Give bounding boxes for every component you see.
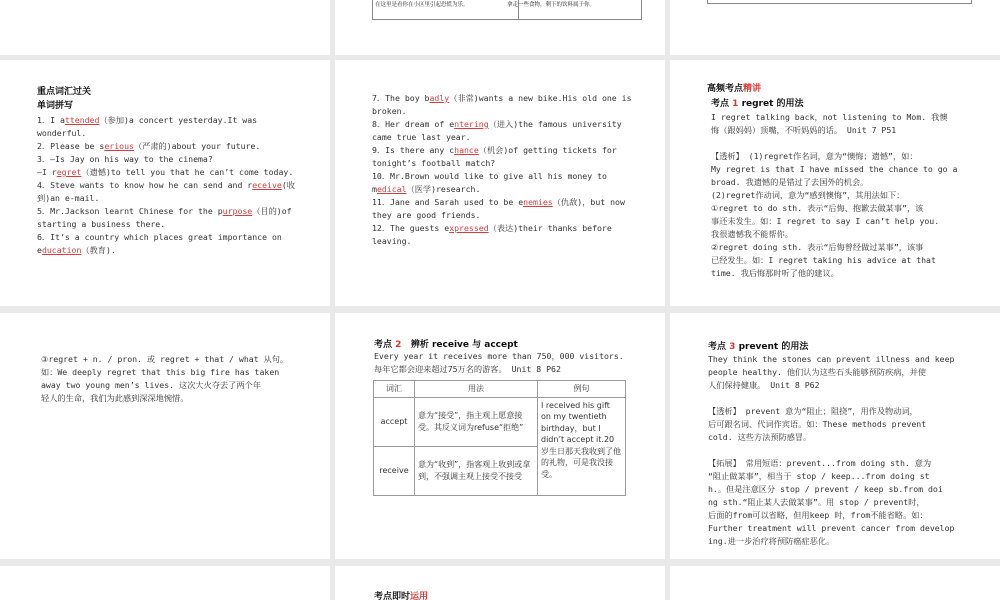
point-heading: 考点 1 regret 的用法 [711,99,804,109]
slide-regret [670,60,1000,306]
slide-regret-continued [0,313,330,559]
top-cn-2: 拿走一些食物，剩下的饮料属于你。 [507,2,596,8]
exercise-text: —Is Jay on his way to the cinema? [50,154,213,164]
exercise-text: I a [50,115,65,125]
body-line: ing.进一步治疗将预防癌症恶化。 [708,536,835,546]
point-body [711,111,979,280]
body-line: 轻人的生命，我们为此感到深深地惋惜。 [41,393,189,403]
exercise-text: The boy b [385,93,430,103]
exercise-number: 6． [37,232,51,242]
exercise-text: （非常)wants a new bike.His old one is broken. [372,93,637,116]
exercise-item [372,92,640,118]
body-line: Further treatment will prevent cancer from develop [708,523,955,533]
exercise-number: 11． [372,197,391,207]
body-line: broad. 我遗憾的是错过了去国外的机会。 [711,177,869,187]
exercise-text: Jane and Sarah used to be e [390,197,524,207]
exercise-number: 12． [372,223,391,233]
body-line: 后面的from可以省略，但用keep 时，from不能省略。如： [708,510,928,520]
exercise-item [372,144,640,170]
point-body [708,353,978,548]
exercise-text: It’s a country which places great importance on e [37,232,287,255]
top-table [372,0,642,20]
exercise-answer: ntering [454,119,489,129]
exercise-number: 2． [37,141,51,151]
exercise-text: (收到)an e-mail. [37,180,295,203]
body-line: (2)regret作动词，意为“感到懊悔”，其用法如下： [711,190,905,200]
body-line: 人们保持健康。 Unit 8 P62 [708,380,820,390]
body-line: cold. 这些方法预防感冒。 [708,432,812,442]
table-header: 词汇 [374,381,415,398]
section-title: 高频考点精讲 [707,84,762,94]
body-line: time. 我后悔那时听了他的建议。 [711,268,839,278]
body-line: 我很遗憾我不能帮你。 [711,229,793,239]
comparison-table [373,380,626,496]
table-header: 用法 [415,381,538,398]
exercise-answer: edical [376,184,407,194]
exercise-answer: adly [429,93,450,103]
table-header: 例句 [538,381,626,398]
exercise-answer: egret [56,167,82,177]
slide-bottom-middle [335,566,665,600]
exercise-text: （进入)the famous university came true last year. [372,119,627,142]
exercise-number: 4． [37,180,51,190]
exercise-list [37,114,305,257]
exercise-text: —I r [37,167,57,177]
exercise-number: 5． [37,206,51,216]
exercise-text: Is there any c [385,145,455,155]
top-right-box [707,0,972,4]
exercise-list [372,92,640,248]
body-line: ③regret + n. / pron. 或 regret + that / what 从句。 [41,354,289,364]
exercise-text: （参加)a concert yesterday.It was wonderful. [37,115,263,138]
exercise-item [372,222,640,248]
table-cell-word: receive [374,446,415,495]
slide-bottom-right [670,566,1000,600]
body-line: 【拓展】 常用短语：prevent...from doing sth. 意为 [708,458,932,468]
table-row [374,397,626,446]
body-line [711,137,979,150]
exercise-answer: urpose [222,206,253,216]
body-line: people healthy. 他们认为这些石头能够预防疾病，并使 [708,367,927,377]
exercise-text: （教育). [81,245,116,255]
exercise-number: 7． [372,93,386,103]
body-line: 如：We deeply regret that this big fire has taken [41,367,280,377]
top-cn-1: 在这里是看你在小区里引起恐慌为乐。 [375,2,469,8]
exercise-answer: ducation [41,245,82,255]
table-cell-usage: 意为“接受”，指主观上愿意接受。其反义词为refuse“拒绝” [415,397,538,446]
exercise-text: Mr.Jackson learnt Chinese for the p [50,206,223,216]
slide-vocabulary-1 [0,60,330,306]
exercise-text: Please be s [50,141,105,151]
body-line [708,444,978,457]
slide-receive-accept [335,313,665,559]
exercise-item [372,196,640,222]
section-title: 考点即时运用 [374,592,429,600]
body-line: I regret talking back，not listening to Mom. 我懊 [711,112,948,122]
exercise-item [37,140,305,153]
exercise-text: （医学)research. [406,184,481,194]
exercise-number: 10． [372,171,391,181]
body-line: Every year it receives more than 750，000 visitors. [374,351,624,361]
body-line: 【透析】 prevent 意为“阻止；阻挠”，用作及物动词， [708,406,918,416]
exercise-item [37,114,305,140]
exercise-text: （仇敌)，but now they are good friends. [372,197,630,220]
exercise-item [372,170,640,196]
exercise-text: Her dream of e [385,119,455,129]
exercise-text: Steve wants to know how he can send and r [50,180,253,190]
section-subtitle: 单词拼写 [37,101,74,111]
exercise-item [372,118,640,144]
exercise-answer: erious [104,141,134,151]
exercise-text: The guests e [390,223,450,233]
exercise-item [37,205,305,231]
slide-top-middle [335,0,665,55]
section-title: 重点词汇过关 [37,87,92,97]
exercise-text: （严肃的)about your future. [133,141,261,151]
point-heading: 考点 2 辨析 receive 与 accept [374,340,518,350]
body-line: 已经发生。如：I regret taking his advice at that [711,255,936,265]
slide-prevent [670,313,1000,559]
exercise-item [37,179,305,205]
exercise-item [37,166,305,179]
point-heading: 考点 3 prevent 的用法 [708,342,809,352]
table-cell-example: I received his gift on my twentieth birthday，but I didn’t accept it.20 岁生日那天我收到了他的礼物，可是我没接受。 [538,397,626,495]
exercise-text: （目的)of starting a business there. [37,206,297,229]
table-cell-usage: 意为“收到”，指客观上收到或拿到，不强调主观上接受不接受 [415,446,538,495]
slide-bottom-left [0,566,330,600]
body-line: 每年它都会迎来超过75万名的游客。 Unit 8 P62 [374,364,561,374]
exercise-number: 3． [37,154,51,164]
exercise-answer: xpressed [449,223,489,233]
body-line: My regret is that I have missed the chance to go a [711,164,958,174]
slide-top-right [670,0,1000,55]
exercise-text: （表达)their thanks before leaving. [372,223,617,246]
exercise-item [37,153,305,166]
body-line: “阻止做某事”，相当于 stop / keep...from doing st [708,471,930,481]
body-line: ②regret doing sth. 表示“后悔曾经做过某事”，该事 [711,242,924,252]
exercise-number: 9． [372,145,386,155]
body-line: 后可跟名词、代词作宾语。如：These methods prevent [708,419,927,429]
body-line: 事还未发生。如：I regret to say I can’t help you. [711,216,940,226]
exercise-answer: nemies [523,197,553,207]
body-line: h.。但是注意区分 stop / prevent / keep sb.from doi [708,484,943,494]
body-line: away two young men’s lives. 这次大火夺去了两个年 [41,380,261,390]
body-line: 悔（跟妈妈）顶嘴，不听妈妈的话。 Unit 7 P51 [711,125,897,135]
exercise-answer: hance [454,145,479,155]
exercise-text: （遗憾)to tell you that he can’t come today. [81,167,294,177]
body-line: They think the stones can prevent illness and keep [708,354,955,364]
exercise-text: Mr.Brown would like to give all his money to m [372,171,612,194]
slide-top-left [0,0,330,55]
body-line: 【透析】 (1)regret作名词，意为“懊悔；遗憾”，如： [711,151,918,161]
exercise-answer: ttended [64,115,100,125]
exercise-number: 8． [372,119,386,129]
body-line: ng sth.“阻止某人去做某事”。用 stop / prevent时， [708,497,925,507]
exercise-answer: eceive [252,180,282,190]
slide-vocabulary-2 [335,60,665,306]
exercise-item [37,231,305,257]
body-line: ①regret to do sth. 表示“后悔、抱歉去做某事”，该 [711,203,924,213]
point-body [374,350,644,376]
table-cell-word: accept [374,397,415,446]
body-line [708,392,978,405]
exercise-number: 1． [37,115,51,125]
point-body [41,353,309,405]
exercise-text: （机会)of getting tickets for tonight’s football match? [372,145,622,168]
